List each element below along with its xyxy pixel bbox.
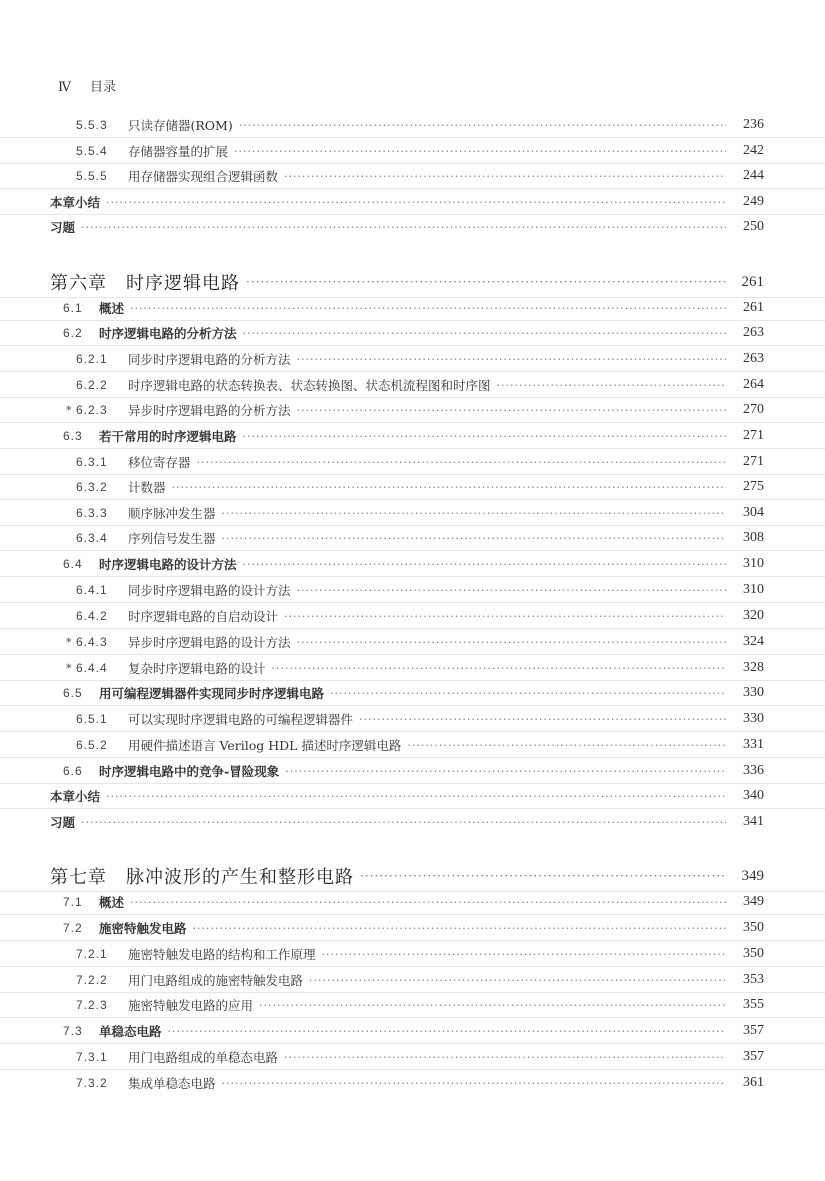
- dot-leader: [360, 869, 726, 883]
- toc-entry-title: 移位寄存器: [128, 455, 191, 470]
- dot-leader: [81, 816, 726, 829]
- toc-entry-number: 6.4: [63, 557, 83, 571]
- toc-entry-page: 341: [743, 814, 764, 829]
- dot-leader: [130, 302, 726, 315]
- toc-entry-page: 353: [743, 972, 764, 987]
- dot-leader: [234, 145, 726, 158]
- toc-entry-number: 6.5.2: [76, 738, 108, 752]
- toc-entry[interactable]: [0, 784, 825, 809]
- toc-entry-title: 集成单稳态电路: [128, 1076, 216, 1091]
- dot-leader: [272, 662, 726, 675]
- dot-leader: [222, 507, 726, 520]
- toc-entry-number: 7.3: [63, 1024, 83, 1038]
- toc-entry-title: 可以实现时序逻辑电路的可编程逻辑器件: [128, 712, 354, 727]
- page-number: Ⅳ: [58, 80, 70, 95]
- toc-entry-page: 242: [743, 143, 764, 158]
- section-title: 目录: [90, 80, 117, 95]
- toc-entry[interactable]: [0, 968, 825, 993]
- toc-entry-page: 250: [743, 219, 764, 234]
- toc-entry-number: 6.5: [63, 686, 83, 700]
- toc-entry-number: 6.3.3: [76, 506, 108, 520]
- toc-entry-title: 第六章 时序逻辑电路: [50, 273, 240, 294]
- toc-entry-number: 5.5.5: [76, 169, 108, 183]
- toc-entry-title: 本章小结: [50, 789, 101, 804]
- toc-entry-title: 用硬件描述语言 Verilog HDL 描述时序逻辑电路: [128, 738, 402, 753]
- toc-entry-page: 357: [743, 1049, 764, 1064]
- toc-entry-number: 6.4.1: [76, 583, 108, 597]
- toc-entry-page: 271: [743, 454, 764, 469]
- dot-leader: [130, 896, 726, 909]
- toc-entry[interactable]: [0, 215, 825, 239]
- dot-leader: [330, 687, 726, 700]
- dot-leader: [239, 119, 726, 132]
- toc-entry-title: 本章小结: [50, 195, 101, 210]
- toc-entry[interactable]: [0, 373, 825, 398]
- dot-leader: [168, 1025, 726, 1038]
- toc-entry-number: 6.4.3: [76, 635, 108, 649]
- toc-entry[interactable]: [0, 113, 825, 138]
- optional-marker: *: [66, 635, 72, 649]
- toc-entry[interactable]: [0, 578, 825, 603]
- toc-entry-number: 7.3.1: [76, 1050, 108, 1064]
- toc-entry-page: 249: [743, 194, 764, 209]
- toc-entry-number: 6.4.2: [76, 609, 108, 623]
- dot-leader: [222, 532, 726, 545]
- toc-chapter-entry[interactable]: [0, 267, 825, 298]
- dot-leader: [285, 765, 726, 778]
- dot-leader: [497, 379, 726, 392]
- optional-marker: *: [66, 403, 72, 417]
- toc-entry-number: 6.5.1: [76, 712, 108, 726]
- toc-entry-title: 单稳态电路: [99, 1024, 162, 1039]
- toc-entry-title: 施密特触发电路的结构和工作原理: [128, 947, 316, 962]
- dot-leader: [243, 430, 726, 443]
- toc-entry[interactable]: [0, 630, 825, 655]
- toc-entry[interactable]: [0, 890, 825, 915]
- toc-entry-title: 序列信号发生器: [128, 531, 216, 546]
- toc-entry[interactable]: [0, 681, 825, 706]
- toc-entry[interactable]: [0, 604, 825, 629]
- toc-entry-number: 6.1: [63, 301, 83, 315]
- toc-entry[interactable]: [0, 552, 825, 577]
- toc-entry[interactable]: [0, 190, 825, 215]
- page-header: [58, 76, 116, 95]
- dot-leader: [106, 790, 726, 803]
- toc-entry-page: 261: [741, 273, 764, 290]
- toc-entry[interactable]: [0, 916, 825, 941]
- toc-entry-page: 349: [741, 867, 764, 884]
- dot-leader: [322, 948, 726, 961]
- toc-entry-title: 第七章 脉冲波形的产生和整形电路: [50, 867, 354, 888]
- toc-entry-title: 顺序脉冲发生器: [128, 506, 216, 521]
- toc-entry-number: 5.5.4: [76, 144, 108, 158]
- toc-entry-title: 用门电路组成的施密特触发电路: [128, 973, 304, 988]
- toc-entry-page: 244: [743, 168, 764, 183]
- toc-entry-title: 概述: [99, 895, 125, 910]
- toc-entry[interactable]: [0, 1019, 825, 1044]
- toc-entry-page: 263: [743, 325, 764, 340]
- dot-leader: [359, 713, 726, 726]
- toc-entry-title: 施密特触发电路: [99, 921, 187, 936]
- toc-entry-title: 习题: [50, 815, 76, 830]
- dot-leader: [284, 170, 726, 183]
- toc-entry-number: 6.2.2: [76, 378, 108, 392]
- toc-entry-page: 357: [743, 1023, 764, 1038]
- toc-entry[interactable]: [0, 475, 825, 500]
- toc-entry-number: 7.2: [63, 921, 83, 935]
- dot-leader: [309, 974, 726, 987]
- toc-entry-title: 同步时序逻辑电路的分析方法: [128, 352, 291, 367]
- toc-entry[interactable]: [0, 501, 825, 526]
- toc-entry-number: 7.2.1: [76, 947, 108, 961]
- toc-entry-title: 复杂时序逻辑电路的设计: [128, 661, 266, 676]
- toc-entry-page: 236: [743, 117, 764, 132]
- toc-entry-page: 310: [743, 582, 764, 597]
- toc-entry[interactable]: [0, 450, 825, 475]
- toc-entry-page: 264: [743, 377, 764, 392]
- toc-entry[interactable]: [0, 139, 825, 164]
- dot-leader: [243, 558, 726, 571]
- toc-entry-number: 5.5.3: [76, 118, 108, 132]
- toc-entry-title: 时序逻辑电路中的竞争-冒险现象: [99, 764, 280, 779]
- toc-entry[interactable]: [0, 526, 825, 551]
- toc-entry-number: 6.3.1: [76, 455, 108, 469]
- dot-leader: [259, 999, 726, 1012]
- toc-entry-page: 350: [743, 946, 764, 961]
- toc-entry-title: 同步时序逻辑电路的设计方法: [128, 583, 291, 598]
- toc-entry-title: 用门电路组成的单稳态电路: [128, 1050, 279, 1065]
- toc-entry-number: 6.6: [63, 764, 83, 778]
- toc-entry-number: 6.3: [63, 429, 83, 443]
- toc-entry[interactable]: [0, 656, 825, 681]
- toc-entry-title: 习题: [50, 220, 76, 235]
- toc-entry-number: 7.3.2: [76, 1076, 108, 1090]
- toc-entry-page: 308: [743, 530, 764, 545]
- toc-entry-title: 用可编程逻辑器件实现同步时序逻辑电路: [99, 686, 325, 701]
- toc-entry-page: 324: [743, 634, 764, 649]
- toc-entry-title: 计数器: [128, 480, 166, 495]
- toc-entry-title: 概述: [99, 301, 125, 316]
- toc-entry-number: 6.2.3: [76, 403, 108, 417]
- toc-entry[interactable]: [0, 424, 825, 449]
- optional-marker: *: [66, 661, 72, 675]
- toc-entry-page: 340: [743, 788, 764, 803]
- toc-entry-page: 336: [743, 763, 764, 778]
- toc-entry-number: 7.2.2: [76, 973, 108, 987]
- toc-entry-number: 6.2.1: [76, 352, 108, 366]
- dot-leader: [246, 275, 726, 289]
- toc-entry[interactable]: [0, 347, 825, 372]
- toc-entry-number: 7.1: [63, 895, 83, 909]
- toc-entry[interactable]: [0, 810, 825, 834]
- dot-leader: [172, 481, 726, 494]
- toc-entry[interactable]: [0, 164, 825, 189]
- toc-entry[interactable]: [0, 707, 825, 732]
- toc-entry[interactable]: [0, 759, 825, 784]
- toc-entry-title: 时序逻辑电路的设计方法: [99, 557, 237, 572]
- toc-entry[interactable]: [0, 942, 825, 967]
- dot-leader: [297, 584, 726, 597]
- dot-leader: [222, 1077, 726, 1090]
- toc-entry-page: 361: [743, 1075, 764, 1090]
- toc-entry-title: 施密特触发电路的应用: [128, 998, 254, 1013]
- toc-entry-title: 存储器容量的扩展: [128, 144, 229, 159]
- toc-entry-page: 355: [743, 997, 764, 1012]
- toc-entry-page: 328: [743, 660, 764, 675]
- toc-entry-title: 用存储器实现组合逻辑函数: [128, 169, 279, 184]
- toc-entry-title: 异步时序逻辑电路的设计方法: [128, 635, 291, 650]
- toc-entry[interactable]: [0, 993, 825, 1018]
- toc-entry-page: 310: [743, 556, 764, 571]
- toc-entry-title: 异步时序逻辑电路的分析方法: [128, 403, 291, 418]
- toc-entry-number: 6.4.4: [76, 661, 108, 675]
- toc-entry[interactable]: [0, 321, 825, 346]
- toc-entry-page: 320: [743, 608, 764, 623]
- toc-entry-page: 349: [743, 894, 764, 909]
- toc-entry-title: 若干常用的时序逻辑电路: [99, 429, 237, 444]
- toc-entry-title: 时序逻辑电路的状态转换表、状态转换图、状态机流程图和时序图: [128, 378, 491, 393]
- dot-leader: [297, 353, 726, 366]
- toc-entry-page: 270: [743, 402, 764, 417]
- dot-leader: [297, 636, 726, 649]
- toc-entry[interactable]: [0, 296, 825, 321]
- toc-entry-page: 330: [743, 685, 764, 700]
- toc-entry[interactable]: [0, 1045, 825, 1070]
- dot-leader: [193, 922, 726, 935]
- toc-entry-title: 时序逻辑电路的自启动设计: [128, 609, 279, 624]
- dot-leader: [197, 456, 726, 469]
- toc-entry-number: 6.2: [63, 326, 83, 340]
- dot-leader: [243, 327, 726, 340]
- toc-entry-page: 330: [743, 711, 764, 726]
- toc-entry-page: 350: [743, 920, 764, 935]
- toc-entry-page: 304: [743, 505, 764, 520]
- dot-leader: [284, 1051, 726, 1064]
- toc-entry[interactable]: [0, 1071, 825, 1095]
- toc-entry-number: 7.2.3: [76, 998, 108, 1012]
- toc-entry-number: 6.3.4: [76, 531, 108, 545]
- toc-entry-page: 263: [743, 351, 764, 366]
- toc-entry-page: 271: [743, 428, 764, 443]
- toc-entry-page: 261: [743, 300, 764, 315]
- toc-entry-title: 时序逻辑电路的分析方法: [99, 326, 237, 341]
- toc-entry-title: 只读存储器(ROM): [128, 118, 233, 133]
- dot-leader: [284, 610, 726, 623]
- dot-leader: [407, 739, 726, 752]
- toc-entry-number: 6.3.2: [76, 480, 108, 494]
- dot-leader: [297, 404, 726, 417]
- toc-entry-page: 275: [743, 479, 764, 494]
- dot-leader: [106, 196, 726, 209]
- dot-leader: [81, 221, 726, 234]
- toc-entry-page: 331: [743, 737, 764, 752]
- toc-entry[interactable]: [0, 398, 825, 423]
- toc-entry[interactable]: [0, 733, 825, 758]
- toc-chapter-entry[interactable]: [0, 861, 825, 892]
